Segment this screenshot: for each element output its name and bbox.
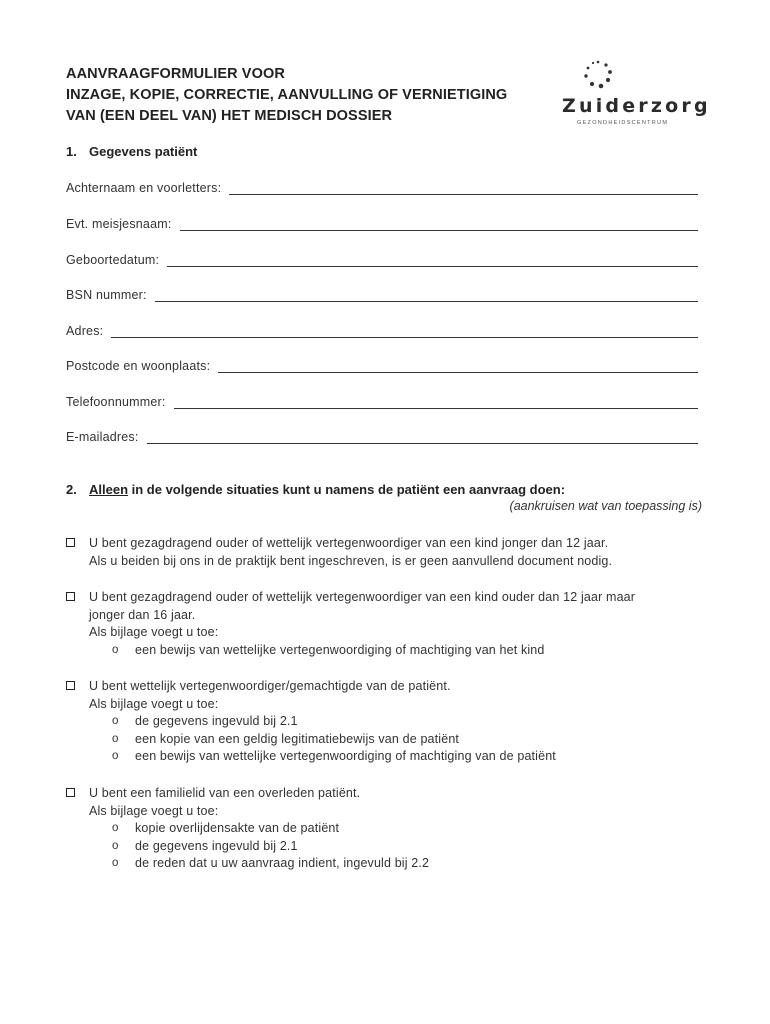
option-text: U bent wettelijk vertegenwoordiger/gemachtigde van de patiënt. (89, 679, 451, 693)
field-bsn[interactable] (66, 284, 698, 302)
section-title: Gegevens patiënt (89, 144, 198, 159)
field-label: Postcode en woonplaats: (66, 359, 211, 373)
attachment-item: o een kopie van een geldig legitimatiebewijs van de patiënt (89, 731, 716, 749)
attachment-item: o de gegevens ingevuld bij 2.1 (89, 838, 716, 856)
section-number: 2. (66, 482, 77, 497)
logo-subtitle: GEZONDHEIDSCENTRUM (577, 120, 669, 126)
option-text: Als bijlage voegt u toe: (89, 625, 219, 640)
field-input-line[interactable] (147, 429, 698, 444)
checkbox[interactable] (66, 592, 75, 601)
checkbox[interactable] (66, 681, 75, 690)
field-input-line[interactable] (167, 252, 698, 267)
field-label: Evt. meisjesnaam: (66, 217, 172, 231)
checkbox[interactable] (66, 788, 75, 797)
field-input-line[interactable] (180, 216, 698, 231)
field-input-line[interactable] (155, 287, 698, 302)
option-text: U bent gezagdragend ouder of wettelijk vertegenwoordiger van een kind jonger dan 12 jaar. (89, 536, 609, 550)
section-number: 1. (66, 144, 77, 159)
form-title (66, 64, 507, 127)
field-input-line[interactable] (111, 323, 698, 338)
field-meisjesnaam[interactable] (66, 213, 698, 231)
section-title-underlined: Alleen (89, 482, 129, 497)
field-label: Achternaam en voorletters: (66, 181, 222, 195)
option-text: Als bijlage voegt u toe: (89, 696, 219, 711)
attachment-item: o een bewijs van wettelijke vertegenwoordiging of machtiging van het kind (89, 642, 716, 660)
attachment-item: o kopie overlijdensakte van de patiënt (89, 820, 716, 838)
field-geboortedatum[interactable] (66, 249, 698, 267)
option-text: Als bijlage voegt u toe: (89, 803, 219, 818)
field-label: E-mailadres: (66, 430, 139, 444)
checkbox[interactable] (66, 538, 75, 547)
option-text: U bent een familielid van een overleden patiënt. (89, 786, 361, 800)
field-label: BSN nummer: (66, 288, 147, 302)
section-2-heading (66, 482, 565, 497)
option-1 (66, 535, 716, 570)
field-input-line[interactable] (218, 358, 698, 373)
option-2 (66, 589, 716, 659)
field-input-line[interactable] (229, 180, 698, 195)
title-line: VAN (EEN DEEL VAN) HET MEDISCH DOSSIER (66, 108, 393, 124)
field-postcode-woonplaats[interactable] (66, 355, 698, 373)
field-input-line[interactable] (174, 394, 698, 409)
section-title: in de volgende situaties kunt u namens de patiënt een aanvraag doen: (128, 482, 566, 497)
logo-name: Zuiderzorg (562, 95, 711, 117)
section-1-heading (66, 144, 197, 159)
field-achternaam[interactable] (66, 177, 698, 195)
attachment-item: o de reden dat u uw aanvraag indient, ingevuld bij 2.2 (89, 855, 716, 873)
option-text: U bent gezagdragend ouder of wettelijk vertegenwoordiger van een kind ouder dan 12 jaar maar (89, 590, 636, 604)
zuiderzorg-logo (560, 58, 710, 130)
title-line: AANVRAAGFORMULIER VOOR (66, 66, 285, 82)
option-3 (66, 678, 716, 766)
option-text: jonger dan 16 jaar. (89, 607, 196, 622)
field-emailadres[interactable] (66, 426, 698, 444)
field-adres[interactable] (66, 320, 698, 338)
dot-circle-icon (578, 58, 618, 94)
title-line: INZAGE, KOPIE, CORRECTIE, AANVULLING OF VERNIETIGING (66, 87, 508, 103)
attachment-item: o de gegevens ingevuld bij 2.1 (89, 713, 716, 731)
field-telefoonnummer[interactable] (66, 391, 698, 409)
option-4 (66, 785, 716, 873)
field-label: Geboortedatum: (66, 253, 160, 267)
field-label: Adres: (66, 324, 104, 338)
instruction-note: (aankruisen wat van toepassing is) (509, 499, 702, 513)
attachment-item: o een bewijs van wettelijke vertegenwoordiging of machtiging van de patiënt (89, 748, 716, 766)
option-text: Als u beiden bij ons in de praktijk bent ingeschreven, is er geen aanvullend document nodig. (89, 553, 613, 568)
field-label: Telefoonnummer: (66, 395, 166, 409)
